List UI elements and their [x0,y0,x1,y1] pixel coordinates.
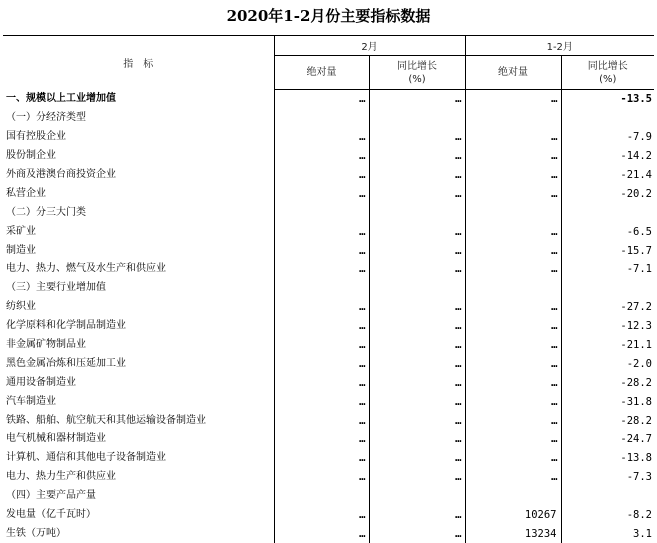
feb-growth-value: … [369,373,465,392]
indicator-name: 化学原料和化学制品制造业 [3,317,274,336]
indicator-name: 电力、热力、燃气及水生产和供应业 [3,260,274,279]
table-row [3,184,654,203]
growth-header-line2: (%) [599,74,616,85]
table-row [3,487,654,506]
indicator-name: （二）分三大门类 [3,203,274,222]
feb-absolute-value [274,109,369,128]
feb-growth-value [369,279,465,298]
table-row [3,241,654,260]
janfeb-absolute-value: … [465,222,561,241]
feb-growth-value: … [369,392,465,411]
feb-growth-value: … [369,298,465,317]
janfeb-absolute-value: … [465,430,561,449]
feb-growth-value [369,487,465,506]
janfeb-absolute-value: 10267 [465,506,561,525]
feb-growth-value: … [369,241,465,260]
feb-absolute-value: … [274,260,369,279]
indicator-name: （一）分经济类型 [3,109,274,128]
indicator-name: 非金属矿物制品业 [3,336,274,355]
janfeb-growth-value [561,203,654,222]
growth-header-line1: 同比增长 [588,61,628,72]
feb-absolute-value: … [274,298,369,317]
indicator-name: 黑色金属冶炼和压延加工业 [3,354,274,373]
feb-growth-value: … [369,166,465,185]
feb-absolute-value: … [274,354,369,373]
janfeb-growth-value: -12.3 [561,317,654,336]
feb-absolute-value: … [274,222,369,241]
indicator-name: （三）主要行业增加值 [3,279,274,298]
table-row [3,411,654,430]
janfeb-absolute-value: … [465,166,561,185]
janfeb-absolute-value [465,203,561,222]
janfeb-growth-value: -28.2 [561,373,654,392]
indicator-header: 指 标 [3,36,274,90]
janfeb-growth-value: -7.9 [561,128,654,147]
feb-growth-value [369,203,465,222]
feb-absolute-value: … [274,147,369,166]
feb-growth-value: … [369,354,465,373]
indicator-name: 汽车制造业 [3,392,274,411]
indicator-name: 电气机械和器材制造业 [3,430,274,449]
janfeb-absolute-value: … [465,354,561,373]
feb-absolute-value [274,203,369,222]
growth-header-line2: (%) [408,74,425,85]
feb-growth-value: … [369,147,465,166]
janfeb-absolute-value: … [465,260,561,279]
indicator-name: 生铁（万吨） [3,524,274,543]
janfeb-absolute-value: … [465,317,561,336]
janfeb-absolute-value [465,109,561,128]
janfeb-absolute-value: … [465,392,561,411]
janfeb-absolute-value: … [465,411,561,430]
feb-growth-value [369,109,465,128]
feb-growth-value: … [369,506,465,525]
feb-growth-value: … [369,222,465,241]
indicator-name: 发电量（亿千瓦时） [3,506,274,525]
janfeb-growth-value: 3.1 [561,524,654,543]
janfeb-growth-value: -21.1 [561,336,654,355]
feb-growth-value: … [369,260,465,279]
growth-header-line1: 同比增长 [397,61,437,72]
table-row [3,222,654,241]
indicator-name: 铁路、船舶、航空航天和其他运输设备制造业 [3,411,274,430]
janfeb-absolute-value: … [465,468,561,487]
janfeb-absolute-value: … [465,90,561,109]
janfeb-growth-value [561,487,654,506]
jan-feb-group-header: 1-2月 [465,36,654,56]
janfeb-growth-value: -28.2 [561,411,654,430]
indicator-name: 私营企业 [3,184,274,203]
table-row [3,298,654,317]
feb-growth-value: … [369,336,465,355]
feb-absolute-value: … [274,449,369,468]
janfeb-absolute-value: … [465,373,561,392]
janfeb-absolute-value: … [465,128,561,147]
table-row [3,147,654,166]
feb-absolute-value: … [274,506,369,525]
table-row [3,336,654,355]
table-header [3,36,654,90]
feb-growth-value: … [369,430,465,449]
feb-absolute-value: … [274,128,369,147]
feb-growth-value: … [369,411,465,430]
feb-growth-value: … [369,468,465,487]
feb-growth-value: … [369,184,465,203]
janfeb-absolute-value: … [465,241,561,260]
indicator-name: 制造业 [3,241,274,260]
indicator-name: 通用设备制造业 [3,373,274,392]
janfeb-growth-value: -13.5 [561,90,654,109]
feb-absolute-value: … [274,373,369,392]
table-row [3,524,654,543]
janfeb-growth-value: -6.5 [561,222,654,241]
table-row [3,373,654,392]
feb-absolute-value: … [274,166,369,185]
janfeb-growth-value: -21.4 [561,166,654,185]
feb-absolute-value: … [274,524,369,543]
janfeb-growth-value: -7.1 [561,260,654,279]
janfeb-absolute-value: … [465,336,561,355]
table-row [3,354,654,373]
table-row [3,449,654,468]
table-row [3,392,654,411]
feb-absolute-value: … [274,411,369,430]
feb-absolute-value: … [274,336,369,355]
feb-growth-value: … [369,524,465,543]
feb-growth-value: … [369,317,465,336]
table-row [3,468,654,487]
indicator-table [3,35,654,543]
indicator-name: （四）主要产品产量 [3,487,274,506]
indicator-name: 国有控股企业 [3,128,274,147]
janfeb-growth-value: -7.3 [561,468,654,487]
feb-absolute-value [274,487,369,506]
indicator-name: 一、规模以上工业增加值 [3,90,274,109]
janfeb-growth-header [561,56,654,90]
janfeb-growth-value: -31.8 [561,392,654,411]
janfeb-absolute-value: … [465,449,561,468]
page-title: 2020年1-2月份主要指标数据 [0,6,657,26]
table-row [3,166,654,185]
feb-absolute-value [274,279,369,298]
janfeb-growth-value: -14.2 [561,147,654,166]
indicator-name: 采矿业 [3,222,274,241]
table-row [3,430,654,449]
february-group-header: 2月 [274,36,465,56]
janfeb-growth-value: -15.7 [561,241,654,260]
feb-growth-header [369,56,465,90]
janfeb-growth-value: -13.8 [561,449,654,468]
feb-absolute-value: … [274,392,369,411]
indicator-name: 外商及港澳台商投资企业 [3,166,274,185]
feb-absolute-value: … [274,468,369,487]
feb-absolute-value: … [274,317,369,336]
feb-absolute-value: … [274,184,369,203]
feb-absolute-value: … [274,90,369,109]
feb-absolute-header: 绝对量 [274,56,369,90]
feb-growth-value: … [369,449,465,468]
janfeb-growth-value: -24.7 [561,430,654,449]
janfeb-growth-value [561,279,654,298]
table-row [3,203,654,222]
janfeb-absolute-header: 绝对量 [465,56,561,90]
feb-absolute-value: … [274,430,369,449]
janfeb-growth-value: -20.2 [561,184,654,203]
feb-growth-value: … [369,90,465,109]
janfeb-growth-value [561,109,654,128]
janfeb-absolute-value: 13234 [465,524,561,543]
table-row [3,279,654,298]
indicator-name: 计算机、通信和其他电子设备制造业 [3,449,274,468]
feb-absolute-value: … [274,241,369,260]
table-row [3,317,654,336]
feb-growth-value: … [369,128,465,147]
janfeb-growth-value: -8.2 [561,506,654,525]
table-body [3,90,654,543]
table-row [3,90,654,109]
table-row [3,109,654,128]
indicator-name: 电力、热力生产和供应业 [3,468,274,487]
janfeb-absolute-value [465,279,561,298]
janfeb-absolute-value: … [465,298,561,317]
table-row [3,128,654,147]
indicator-name: 股份制企业 [3,147,274,166]
table-row [3,260,654,279]
janfeb-absolute-value: … [465,147,561,166]
janfeb-growth-value: -2.0 [561,354,654,373]
indicator-name: 纺织业 [3,298,274,317]
janfeb-absolute-value: … [465,184,561,203]
table-row [3,506,654,525]
janfeb-growth-value: -27.2 [561,298,654,317]
janfeb-absolute-value [465,487,561,506]
